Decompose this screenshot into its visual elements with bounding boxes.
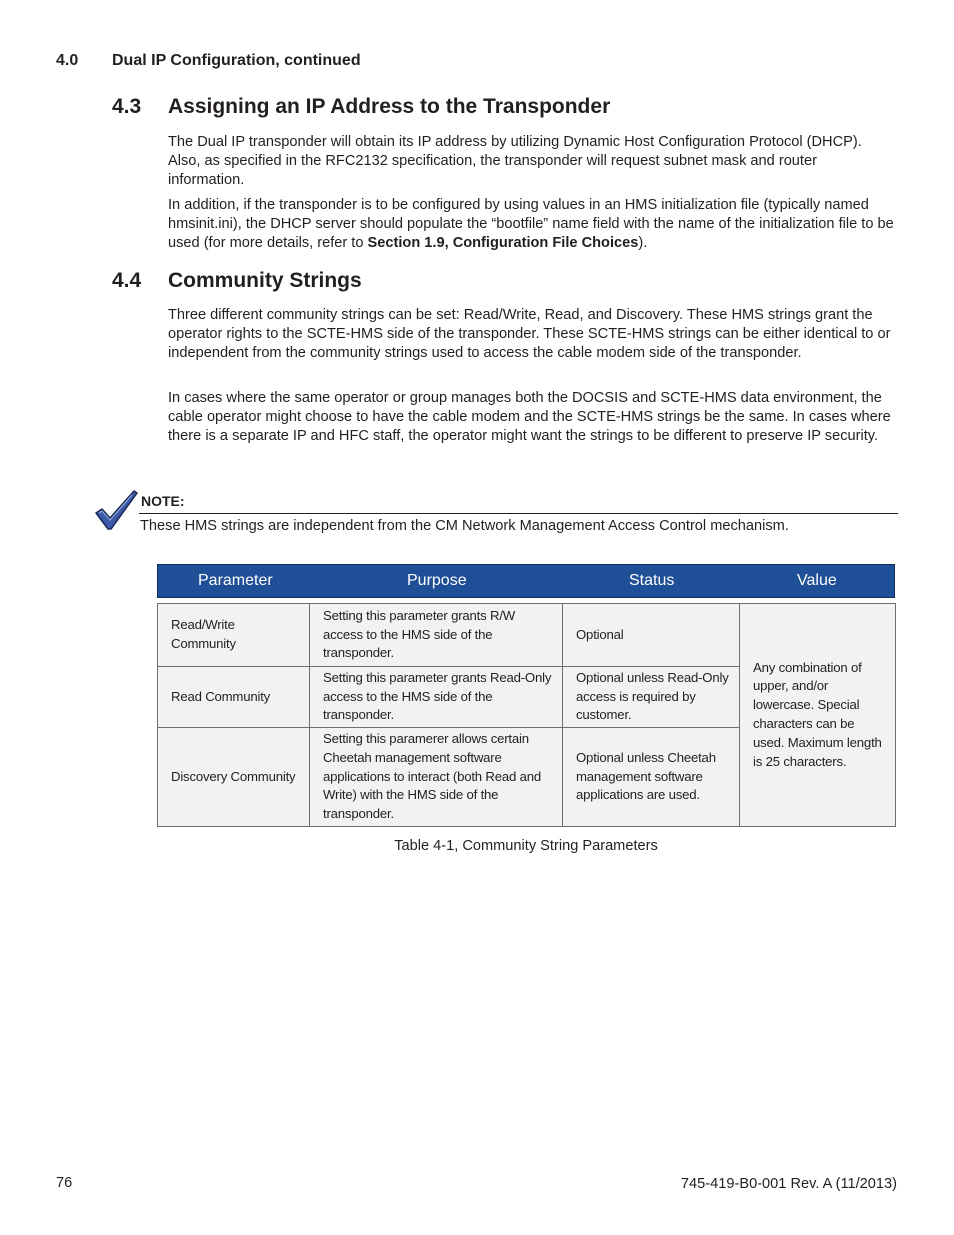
chapter-heading — [56, 52, 361, 70]
section-4-4-number: 4.4 — [112, 269, 142, 292]
section-4-3-number: 4.3 — [112, 95, 142, 118]
section-4-4-paragraph-2: In cases where the same operator or group manages both the DOCSIS and SCTE-HMS data environment, the cable operator might choose to have the cable modem and the SCTE-HMS strings be the same. In cases where there is a separate IP and HFC staff, the operator might want the strings to be different to preserve IP security. — [168, 390, 891, 444]
note-label: NOTE: — [141, 493, 185, 509]
section-4-4-title: Community Strings — [168, 269, 362, 292]
community-string-table — [157, 603, 896, 827]
para2-text-start: In addition, if the transponder is to be configured by using values in an HMS initialization file (typically named hmsinit.ini), the DHCP server should populate the “bootfile” name field with the name of the initialization file to be used (for more details, refer to — [168, 197, 894, 251]
chapter-title: Dual IP Configuration, continued — [112, 52, 361, 69]
purpose-cell: Setting this parameter grants R/W access to the HMS side of the transponder. — [310, 604, 563, 667]
status-cell: Optional unless Read-Only access is required by customer. — [563, 667, 740, 728]
purpose-cell: Setting this parameter grants Read-Only access to the HMS side of the transponder. — [310, 667, 563, 728]
purpose-cell: Setting this paramerer allows certain Cheetah management software applications to interact (both Read and Write) with the HMS side of the transponder. — [310, 728, 563, 827]
header-value: Value — [797, 572, 837, 589]
section-4-3-title: Assigning an IP Address to the Transponder — [168, 95, 611, 118]
parameter-cell: Read Community — [158, 667, 310, 728]
para2-text-end: ). — [638, 235, 648, 251]
parameter-cell: Read/Write Community — [158, 604, 310, 667]
status-cell: Optional — [563, 604, 740, 667]
section-4-4-heading — [112, 269, 362, 293]
section-4-3-heading — [112, 95, 610, 119]
parameter-cell: Discovery Community — [158, 728, 310, 827]
section-4-3-paragraph-2 — [168, 196, 896, 253]
value-cell: Any combination of upper, and/or lowercase. Special characters can be used. Maximum length is 25 characters. — [740, 604, 896, 827]
document-id: 745-419-B0-001 Rev. A (11/2013) — [680, 1176, 897, 1192]
header-purpose: Purpose — [407, 572, 467, 589]
note-divider — [139, 513, 898, 514]
table-caption: Table 4-1, Community String Parameters — [394, 838, 658, 854]
status-cell: Optional unless Cheetah management software applications are used. — [563, 728, 740, 827]
page-number: 76 — [56, 1175, 73, 1191]
section-reference: Section 1.9, Configuration File Choices — [367, 235, 639, 251]
table-header — [157, 564, 895, 598]
header-status: Status — [629, 572, 675, 589]
section-4-4-paragraph-1: Three different community strings can be set: Read/Write, Read, and Discovery. These HMS strings grant the operator rights to the SCTE-HMS side of the transponder. These SCTE-HMS strings can be either identical to or independent from the community strings used to access the cable modem side of the transponder. — [168, 307, 891, 361]
note-text: These HMS strings are independent from the CM Network Management Access Control mechanism. — [140, 518, 789, 534]
header-parameter: Parameter — [198, 572, 273, 589]
chapter-number: 4.0 — [56, 52, 79, 69]
checkmark-icon — [94, 489, 138, 531]
section-4-3-paragraph-1: The Dual IP transponder will obtain its IP address by utilizing Dynamic Host Configuration Protocol (DHCP). Also, as specified in the RFC2132 specification, the transponder will request subnet mask and router information. — [168, 134, 862, 188]
table-row — [158, 604, 896, 667]
